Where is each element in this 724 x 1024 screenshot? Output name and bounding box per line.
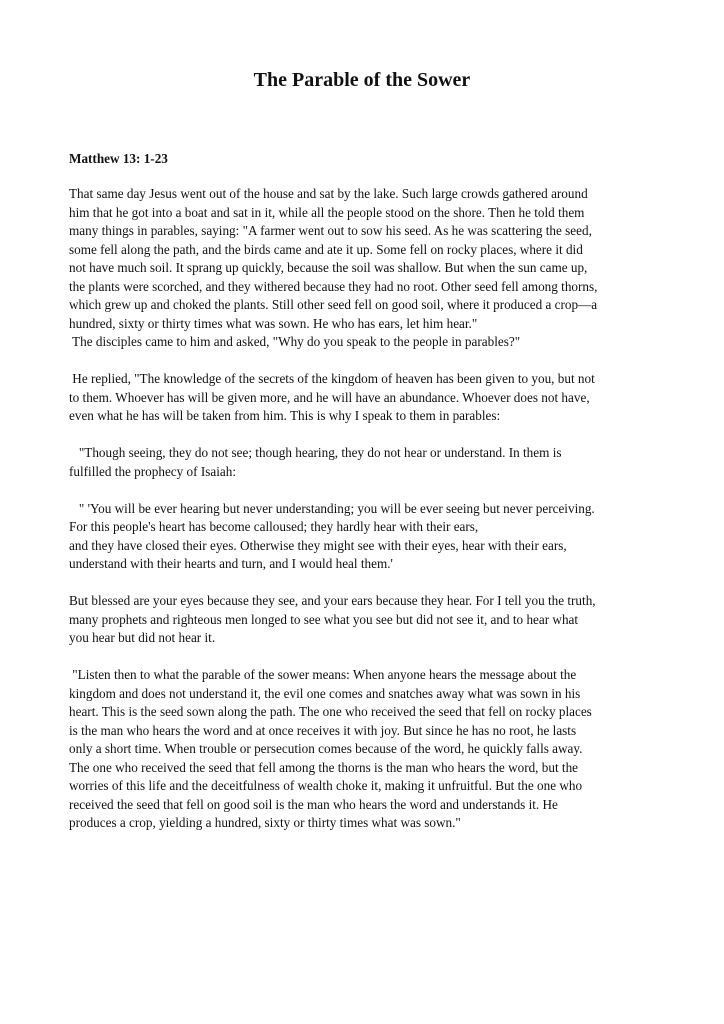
text-line: many things in parables, saying: "A farmer went out to sow his seed. As he was scattering the seed, xyxy=(69,223,592,238)
text-line: the plants were scorched, and they withered because they had no root. Other seed fell among thorns, xyxy=(69,278,598,294)
paragraph xyxy=(69,444,669,481)
page-title: The Parable of the Sower xyxy=(253,69,471,91)
text-line: many prophets and righteous men longed to see what you see but did not see it, and to hear what xyxy=(69,611,579,627)
text-line: But blessed are your eyes because they see, and your ears because they hear. For I tell you the truth, xyxy=(69,593,596,608)
text-line: received the seed that fell on good soil is the man who hears the word and understands it. He xyxy=(69,796,558,812)
text-line: That same day Jesus went out of the house and sat by the lake. Such large crowds gathered around xyxy=(69,186,588,201)
paragraph xyxy=(69,666,669,833)
text-line: kingdom and does not understand it, the evil one comes and snatches away what was sown in his xyxy=(69,685,581,701)
text-line: even what he has will be taken from him. This is why I speak to them in parables: xyxy=(69,408,501,423)
paragraph xyxy=(69,500,669,574)
paragraph xyxy=(69,185,669,333)
paragraph xyxy=(69,592,669,648)
text-line: " 'You will be ever hearing but never understanding; you will be ever seeing but never perceiving. xyxy=(69,500,595,516)
text-line: not have much soil. It sprang up quickly, because the soil was shallow. But when the sun came up, xyxy=(69,260,588,275)
text-line: He replied, "The knowledge of the secrets of the kingdom of heaven has been given to you, but not xyxy=(69,371,595,386)
text-line: and they have closed their eyes. Otherwise they might see with their eyes, hear with their ears, xyxy=(69,537,567,553)
text-line: worries of this life and the deceitfulness of wealth choke it, making it unfruitful. But the one who xyxy=(69,778,583,793)
text-line: him that he got into a boat and sat in it, while all the people stood on the shore. Then he told them xyxy=(69,204,585,220)
text-line: fulfilled the prophecy of Isaiah: xyxy=(69,463,236,479)
body-text xyxy=(69,185,669,851)
text-line: The one who received the seed that fell among the thorns is the man who hears the word, but the xyxy=(69,759,579,775)
text-line: to them. Whoever has will be given more, and he will have an abundance. Whoever does not have, xyxy=(69,389,590,405)
text-line: For this people's heart has become calloused; they hardly hear with their ears, xyxy=(69,519,479,534)
text-line: which grew up and choked the plants. Still other seed fell on good soil, where it produced a crop—a xyxy=(69,297,598,312)
text-line: hundred, sixty or thirty times what was sown. He who has ears, let him hear." xyxy=(69,315,478,331)
scripture-reference: Matthew 13: 1-23 xyxy=(69,151,168,166)
text-line: is the man who hears the word and at once receives it with joy. But since he has no root, he lasts xyxy=(69,722,577,738)
text-line: The disciples came to him and asked, "Why do you speak to the people in parables?" xyxy=(69,334,521,349)
text-line: produces a crop, yielding a hundred, sixty or thirty times what was sown." xyxy=(69,815,461,830)
paragraph xyxy=(69,370,669,426)
text-line: you hear but did not hear it. xyxy=(69,630,216,645)
text-line: only a short time. When trouble or persecution comes because of the word, he quickly falls away. xyxy=(69,741,583,756)
text-line: some fell along the path, and the birds came and ate it up. Some fell on rocky places, where it did xyxy=(69,241,583,257)
text-line: "Though seeing, they do not see; though hearing, they do not hear or understand. In them is xyxy=(69,445,562,460)
paragraph xyxy=(69,333,669,352)
text-line: heart. This is the seed sown along the path. The one who received the seed that fell on rocky places xyxy=(69,704,592,719)
text-line: understand with their hearts and turn, and I would heal them.' xyxy=(69,556,393,571)
text-line: "Listen then to what the parable of the sower means: When anyone hears the message about the xyxy=(69,667,577,682)
